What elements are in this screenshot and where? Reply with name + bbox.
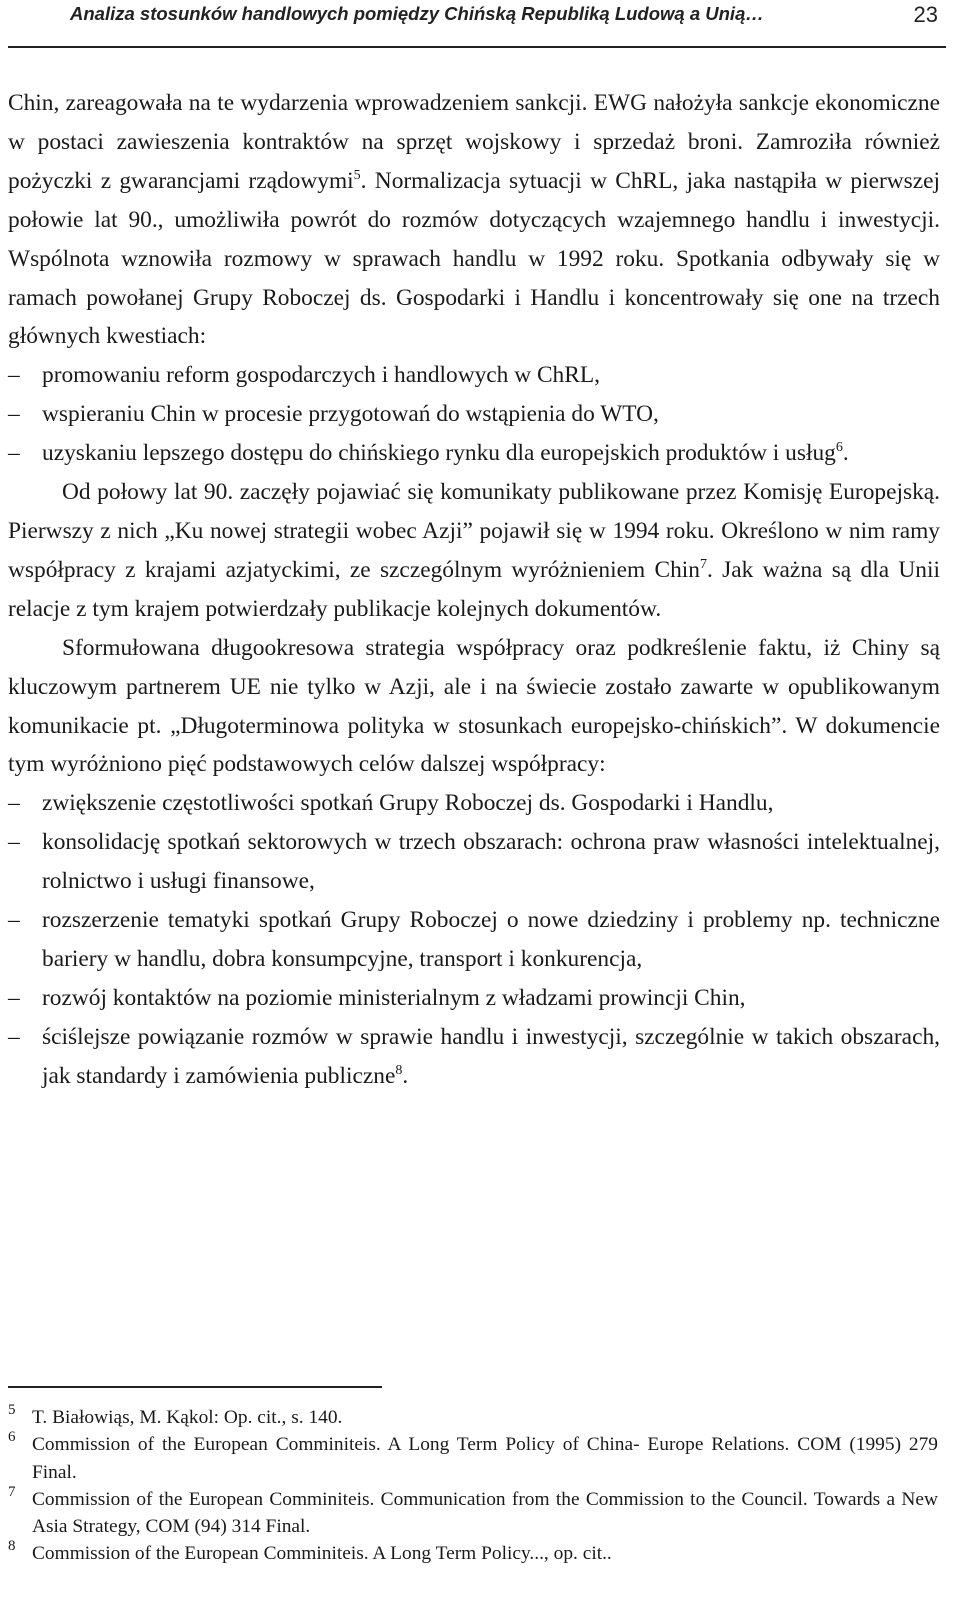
list-item-text: promowaniu reform gospodarczych i handlowych w ChRL, bbox=[42, 362, 600, 389]
footnote-number: 8 bbox=[8, 1538, 16, 1555]
list-item-text: rozszerzenie tematyki spotkań Grupy Roboczej o nowe dziedziny i problemy np. techniczne bariery w handlu, dobra konsumpcyjne, transport i konkurencja, bbox=[42, 907, 940, 972]
footnote bbox=[8, 1540, 938, 1567]
paragraph bbox=[8, 84, 940, 356]
list-item bbox=[8, 434, 940, 473]
footnote bbox=[8, 1483, 938, 1541]
list-item-tail: . bbox=[842, 440, 849, 467]
footnote-ref[interactable]: 5 bbox=[353, 167, 361, 184]
list-item-text: uzyskaniu lepszego dostępu do chińskiego rynku dla europejskich produktów i usług bbox=[42, 440, 836, 467]
list-item-text: konsolidację spotkań sektorowych w trzech obszarach: ochrona praw własności intelektualnej, rolnictwo i usługi finansowe, bbox=[42, 829, 940, 895]
list-item-tail: . bbox=[402, 1062, 409, 1089]
list-item bbox=[8, 901, 940, 979]
footnote-text: Commission of the European Comminiteis. A Long Term Policy of China- Europe Relations. COM (1995) 279 Final. bbox=[32, 1434, 938, 1483]
footnote-number: 5 bbox=[8, 1402, 16, 1418]
footnote-text: Commission of the European Comminiteis. A Long Term Policy..., op. cit.. bbox=[32, 1543, 612, 1565]
list-item bbox=[8, 979, 940, 1018]
list-item bbox=[8, 395, 940, 434]
list-item-text: wspieraniu Chin w procesie przygotowań do wstąpienia do WTO, bbox=[42, 401, 659, 428]
list-item bbox=[8, 356, 940, 395]
paragraph-text: Chin, zareagowała na te wydarzenia wprowadzeniem sankcji. EWG nałożyła sankcje ekonomiczne w postaci zawieszenia kontraktów na sprzęt wojskowy i sprzedaż broni. Zamroziła również pożyczki z gwarancjami rządowymi bbox=[8, 90, 940, 194]
footnotes bbox=[8, 1404, 938, 1568]
footnote-ref[interactable]: 7 bbox=[699, 556, 707, 573]
footnote bbox=[8, 1404, 938, 1431]
footnote-ref[interactable]: 6 bbox=[835, 439, 843, 456]
footnote-text: Commission of the European Comminiteis. Communication from the Commission to the Council. Towards a New Asia Strategy, COM (94) 314 Final. bbox=[32, 1488, 938, 1538]
paragraph-text: . Jak ważna są dla Unii relacje z tym krajem potwierdzały publikacje kolejnych dokumentów. bbox=[8, 556, 940, 622]
footnote-number: 6 bbox=[8, 1429, 16, 1446]
main-text bbox=[8, 84, 940, 1096]
running-title: Analiza stosunków handlowych pomiędzy Chińską Republiką Ludową a Unią… bbox=[70, 3, 764, 24]
footnote bbox=[8, 1431, 938, 1486]
footnote-number: 7 bbox=[8, 1483, 16, 1500]
list-item bbox=[8, 1018, 940, 1096]
list-item-text: ściślejsze powiązanie rozmów w sprawie handlu i inwestycji, szczególnie w takich obszarach, jak standardy i zamówienia publiczne bbox=[42, 1023, 940, 1089]
paragraph-text: Od połowy lat 90. zaczęły pojawiać się komunikaty publikowane przez Komisję Europejską. Pierwszy z nich „Ku nowej strategii wobec Azji” pojawił się w 1994 roku. Określono w nim ramy współpracy z krajami azjatyckimi, ze szczególnym wyróżnieniem Chin bbox=[8, 479, 940, 583]
footnote-separator bbox=[8, 1386, 382, 1388]
footnote-ref[interactable]: 8 bbox=[395, 1061, 403, 1078]
footnote-text: T. Białowiąs, M. Kąkol: Op. cit., s. 140. bbox=[32, 1407, 343, 1428]
paragraph-text: . Normalizacja sytuacji w ChRL, jaka nastąpiła w pierwszej połowie lat 90., umożliwiła powrót do rozmów dotyczących wzajemnego handlu i inwestycji. Wspólnota wznowiła rozmowy w sprawach handlu w 1992 roku. Spotkania odbywały się w ramach powołanej Grupy Roboczej ds. Gospodarki i Handlu i koncentrowały się one na trzech głównych kwestiach: bbox=[8, 167, 940, 350]
page-number: 23 bbox=[913, 2, 938, 27]
list-item-text: zwiększenie częstotliwości spotkań Grupy Roboczej ds. Gospodarki i Handlu, bbox=[42, 790, 774, 817]
paragraph bbox=[8, 473, 940, 629]
list-item-text: rozwój kontaktów na poziomie ministerialnym z władzami prowincji Chin, bbox=[42, 984, 746, 1011]
running-header bbox=[8, 0, 946, 48]
list-item bbox=[8, 784, 940, 823]
paragraph: Sformułowana długookresowa strategia współpracy oraz podkreślenie faktu, iż Chiny są kluczowym partnerem UE nie tylko w Azji, ale i na świecie zostało zawarte w opublikowanym komunikacie pt. „Długoterminowa polityka w stosunkach europejsko-chińskich”. W dokumencie tym wyróżniono pięć podstawowych celów dalszej współpracy: bbox=[8, 634, 940, 778]
list-item bbox=[8, 823, 940, 901]
